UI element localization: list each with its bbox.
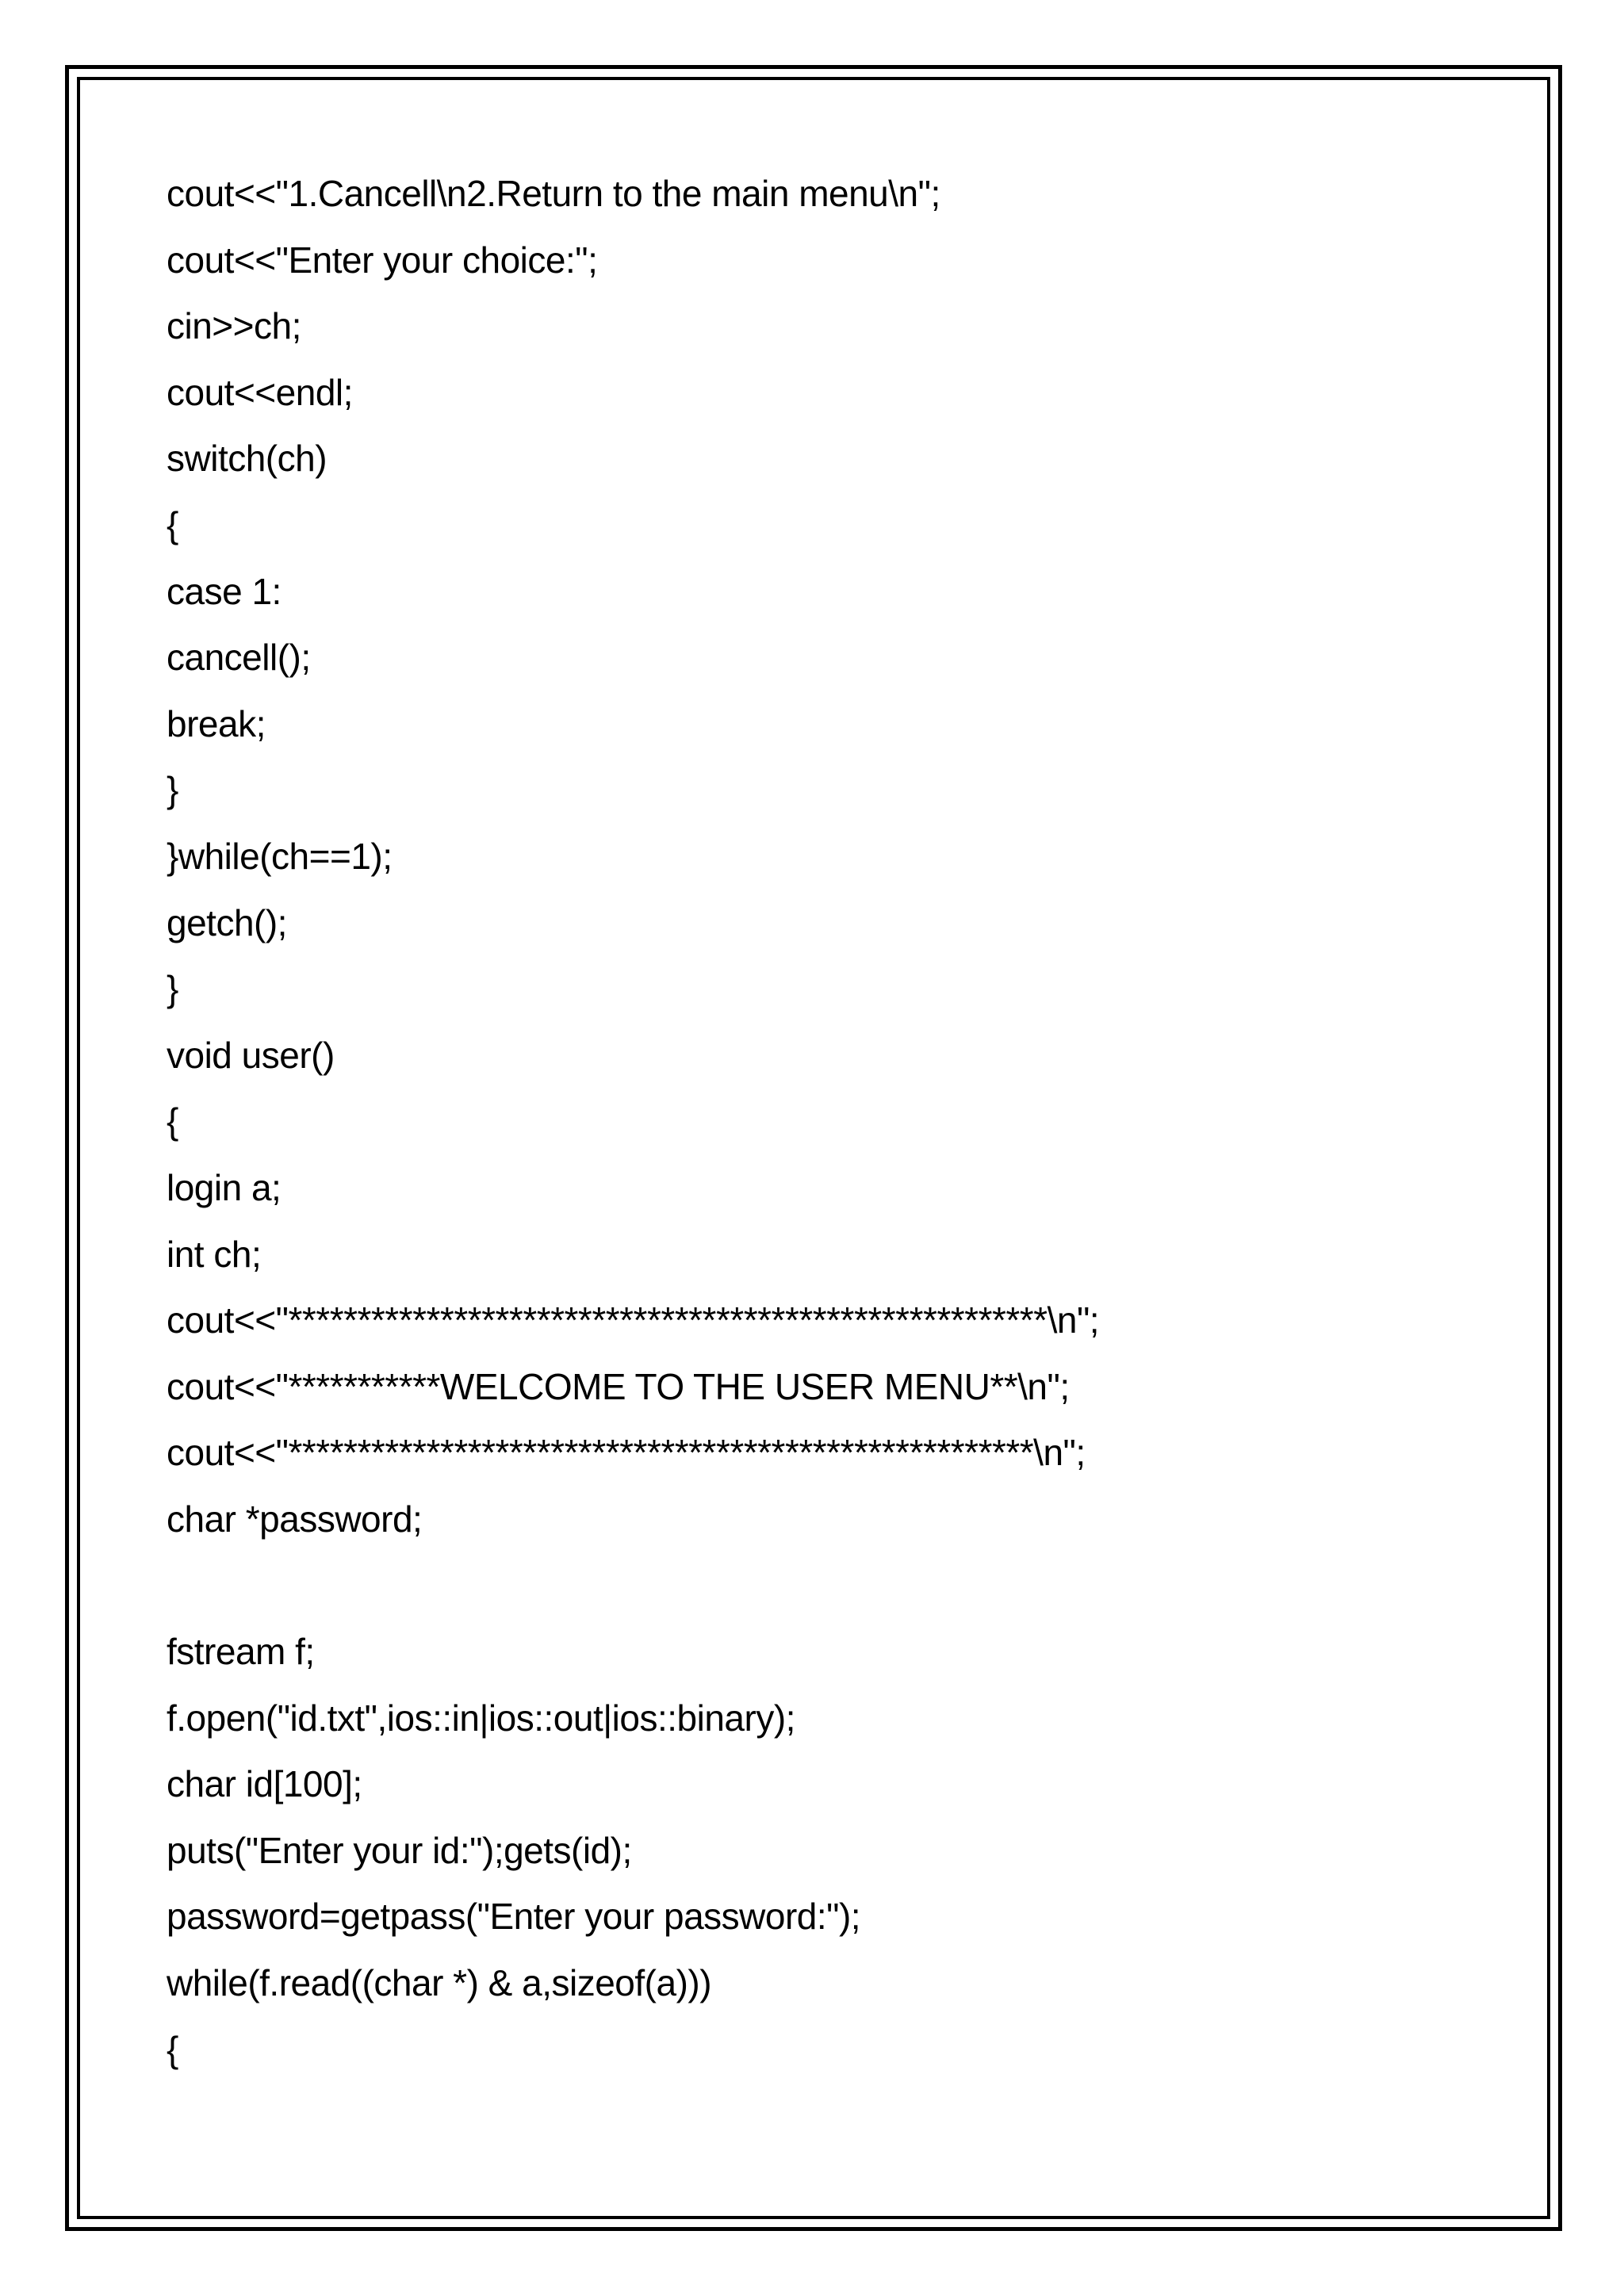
code-line: getch(); [167,901,287,943]
code-line: { [167,503,178,545]
code-line: int ch; [167,1233,262,1275]
code-line: char id[100]; [167,1763,362,1805]
code-line: { [167,2028,178,2070]
code-line: cout<<endl; [167,371,353,413]
code-line: cin>>ch; [167,305,301,347]
code-line: fstream f; [167,1631,315,1673]
code-line: char *password; [167,1498,423,1540]
blank-line [167,1552,1475,1619]
code-line: login a; [167,1166,282,1208]
code-line: cout<<"1.Cancell\n2.Return to the main menu\n"; [167,173,940,214]
code-line: cancell(); [167,637,311,679]
code-line: case 1: [167,570,282,612]
code-block [167,161,1475,2083]
code-line: void user() [167,1034,335,1076]
code-line: while(f.read((char *) & a,sizeof(a))) [167,1962,712,2004]
code-line: cout<<"*******************************************************\n"; [167,1299,1100,1341]
code-line: } [167,769,178,811]
code-line: puts("Enter your id:");gets(id); [167,1829,632,1871]
code-line: cout<<"Enter your choice:"; [167,239,598,281]
code-line: f.open("id.txt",ios::in|ios::out|ios::binary); [167,1697,795,1739]
code-line: switch(ch) [167,438,327,480]
code-line: { [167,1100,178,1142]
code-line: } [167,968,178,1010]
code-line: cout<<"***********WELCOME TO THE USER MENU**\n"; [167,1365,1070,1407]
code-line: }while(ch==1); [167,835,393,877]
code-line: break; [167,702,266,744]
code-line: cout<<"******************************************************\n"; [167,1432,1086,1474]
code-line: password=getpass("Enter your password:"); [167,1896,861,1938]
